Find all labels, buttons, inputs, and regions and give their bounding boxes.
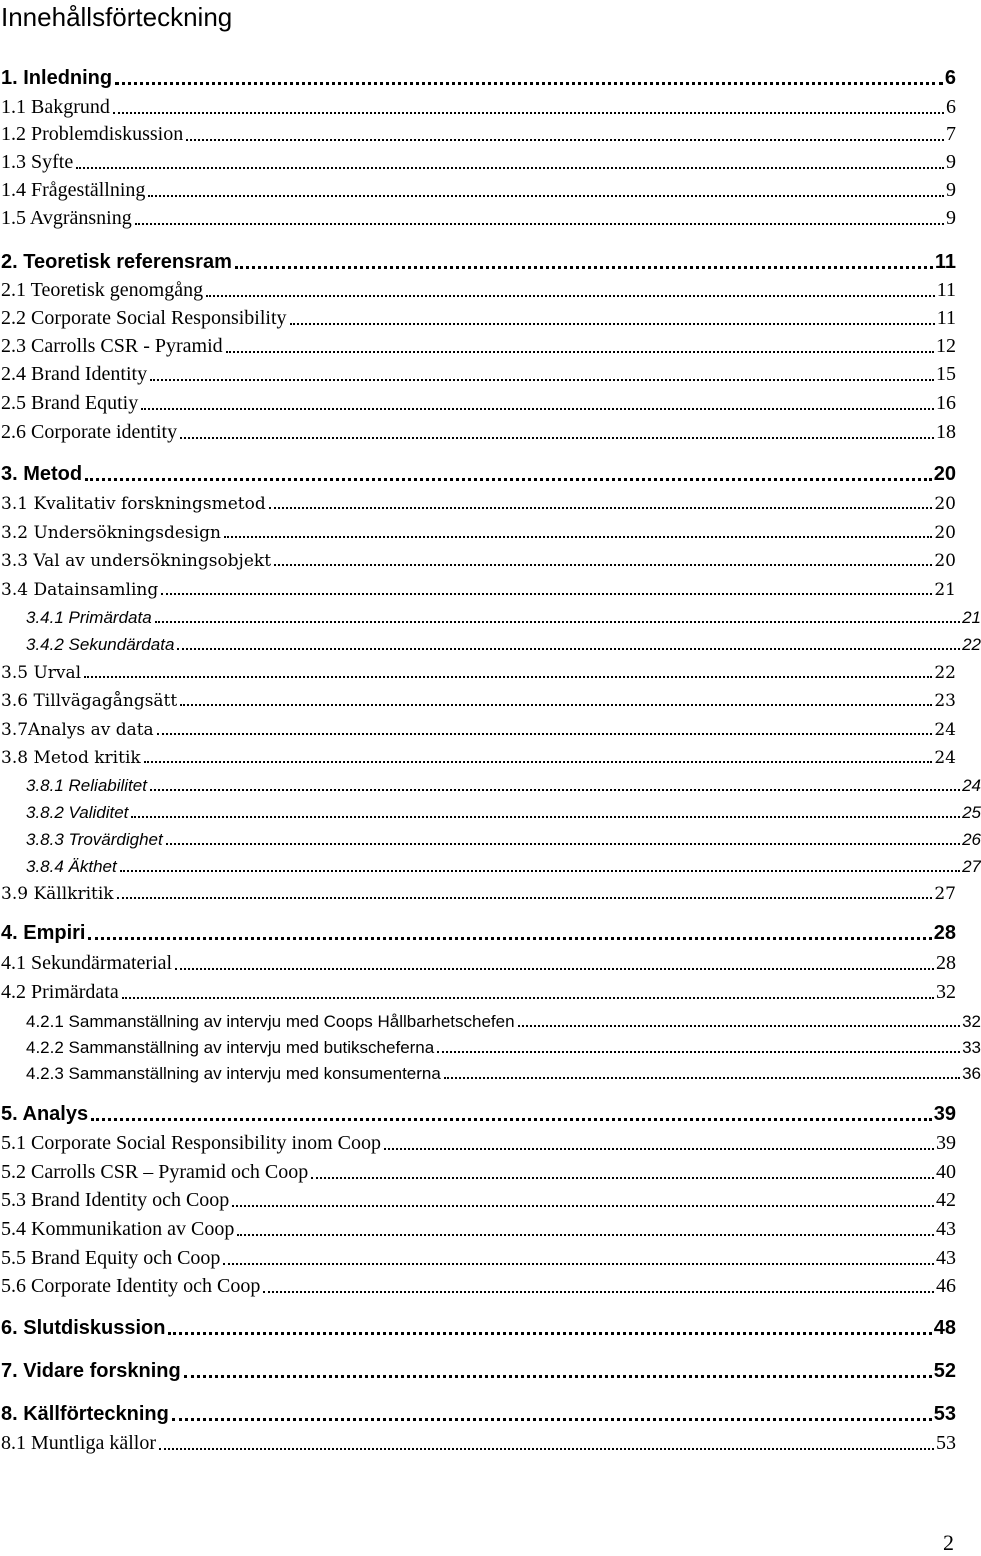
toc-entry-section[interactable] (0, 515, 956, 543)
toc-entry-page: 15 (936, 363, 956, 385)
dot-leader (444, 1076, 960, 1079)
toc-entry-page: 20 (934, 494, 956, 514)
dot-leader (144, 760, 933, 763)
toc-entry-subsection[interactable] (0, 1056, 981, 1084)
dot-leader (150, 788, 960, 791)
toc-entry-page: 21 (962, 608, 981, 627)
toc-entry-section[interactable] (0, 387, 956, 415)
page-title: Innehållsförteckning (1, 2, 233, 32)
toc-entry-page: 39 (936, 1132, 956, 1154)
toc-entry-label: 3.2 Undersökningsdesign (1, 523, 221, 543)
dot-leader (159, 1447, 934, 1450)
toc-entry-label: 5.5 Brand Equity och Coop (1, 1247, 221, 1269)
dot-leader (122, 996, 934, 999)
toc-entry-label: 1.5 Avgränsning (1, 207, 132, 229)
dot-leader (85, 477, 932, 481)
toc-entry-label: 2.5 Brand Equtiy (1, 392, 139, 414)
toc-entry-section[interactable] (0, 947, 956, 975)
dot-leader (177, 647, 960, 650)
toc-entry-label: 8.1 Muntliga källor (1, 1432, 156, 1454)
dot-leader (175, 967, 934, 970)
toc-entry-page: 28 (936, 952, 956, 974)
toc-entry-label: 4.2.3 Sammanställning av intervju med konsumenterna (26, 1064, 441, 1083)
toc-entry-label: 1.4 Frågeställning (1, 179, 146, 201)
toc-entry-subsection[interactable] (0, 822, 981, 850)
toc-entry-page: 53 (936, 1432, 956, 1454)
toc-entry-chapter[interactable] (0, 62, 956, 90)
dot-leader (237, 1233, 934, 1236)
dot-leader (120, 869, 960, 872)
toc-entry-section[interactable] (0, 118, 956, 146)
toc-entry-label: 2.3 Carrolls CSR - Pyramid (1, 335, 223, 357)
toc-entry-chapter[interactable] (0, 917, 956, 945)
toc-entry-page: 48 (933, 1317, 956, 1339)
dot-leader (384, 1147, 934, 1150)
toc-entry-section[interactable] (0, 876, 956, 904)
toc-entry-label: 4.1 Sekundärmaterial (1, 952, 173, 974)
toc-entry-page: 26 (962, 830, 981, 849)
toc-entry-page: 28 (933, 922, 956, 944)
toc-entry-label: 3.3 Val av undersökningsobjekt (1, 551, 272, 571)
toc-entry-label: 3.1 Kvalitativ forskningsmetod (1, 494, 266, 514)
toc-entry-label: 7. Vidare forskning (1, 1360, 181, 1382)
toc-entry-label: 3. Metod (1, 463, 83, 485)
toc-entry-page: 33 (962, 1038, 981, 1057)
toc-entry-section[interactable] (0, 740, 956, 768)
toc-entry-label: 3.4.2 Sekundärdata (26, 635, 175, 654)
toc-entry-label: 3.7Analys av data (1, 720, 154, 740)
toc-entry-page: 52 (933, 1360, 956, 1382)
toc-entry-page: 42 (936, 1189, 956, 1211)
toc-entry-section[interactable] (0, 91, 956, 119)
toc-entry-page: 9 (946, 151, 956, 173)
toc-entry-label: 3.8.4 Äkthet (26, 857, 117, 876)
dot-leader (166, 842, 960, 845)
toc-entry-page: 20 (934, 551, 956, 571)
toc-entry-label: 6. Slutdiskussion (1, 1317, 166, 1339)
toc-entry-page: 6 (944, 67, 956, 89)
toc-entry-section[interactable] (0, 1242, 956, 1270)
dot-leader (91, 1117, 932, 1121)
toc-entry-label: 3.9 Källkritik (1, 884, 114, 904)
toc-entry-section[interactable] (0, 330, 956, 358)
toc-entry-section[interactable] (0, 202, 956, 230)
toc-entry-label: 3.8 Metod kritik (1, 748, 141, 768)
toc-entry-section[interactable] (0, 543, 956, 571)
toc-entry-subsection[interactable] (0, 600, 981, 628)
toc-entry-subsection[interactable] (0, 1030, 981, 1058)
dot-leader (437, 1050, 960, 1053)
toc-entry-section[interactable] (0, 174, 956, 202)
toc-entry-section[interactable] (0, 302, 956, 330)
dot-leader (88, 936, 931, 940)
dot-leader (168, 1331, 931, 1335)
toc-entry-label: 4.2.1 Sammanställning av intervju med Coops Hållbarhetschefen (26, 1012, 515, 1031)
toc-entry-label: 3.6 Tillvägagångsätt (1, 691, 178, 711)
toc-entry-label: 4. Empiri (1, 922, 86, 944)
dot-leader (269, 506, 933, 509)
toc-entry-page: 32 (962, 1012, 981, 1031)
dot-leader (518, 1024, 961, 1027)
toc-entry-page: 39 (933, 1103, 956, 1125)
toc-entry-label: 4.2 Primärdata (1, 981, 119, 1003)
dot-leader (141, 407, 934, 410)
toc-entry-page: 24 (962, 776, 981, 795)
toc-entry-label: 1.2 Problemdiskussion (1, 123, 184, 145)
toc-entry-page: 46 (936, 1275, 956, 1297)
toc-entry-subsection[interactable] (0, 795, 981, 823)
toc-entry-section[interactable] (0, 274, 956, 302)
dot-leader (76, 166, 944, 169)
dot-leader (263, 1290, 934, 1293)
toc-entry-page: 27 (934, 884, 956, 904)
toc-entry-page: 24 (934, 720, 956, 740)
dot-leader (311, 1176, 934, 1179)
toc-entry-page: 22 (934, 663, 956, 683)
dot-leader (115, 81, 943, 85)
toc-entry-page: 21 (934, 580, 956, 600)
toc-entry-subsection[interactable] (0, 849, 981, 877)
dot-leader (172, 1417, 932, 1421)
dot-leader (184, 1374, 932, 1378)
dot-leader (148, 194, 944, 197)
toc-entry-label: 3.4 Datainsamling (1, 580, 159, 600)
toc-entry-label: 5.2 Carrolls CSR – Pyramid och Coop (1, 1161, 309, 1183)
toc-entry-label: 1.1 Bakgrund (1, 96, 110, 118)
toc-entry-label: 5.3 Brand Identity och Coop (1, 1189, 230, 1211)
toc-entry-page: 43 (936, 1218, 956, 1240)
toc-entry-label: 5.1 Corporate Social Responsibility inom Coop (1, 1132, 381, 1154)
dot-leader (186, 138, 944, 141)
toc-entry-section[interactable] (0, 1127, 956, 1155)
dot-leader (155, 620, 960, 623)
toc-entry-page: 11 (936, 279, 956, 301)
toc-entry-chapter[interactable] (0, 1355, 956, 1383)
toc-entry-section[interactable] (0, 976, 956, 1004)
toc-entry-page: 12 (936, 335, 956, 357)
toc-entry-page: 43 (936, 1247, 956, 1269)
toc-entry-section[interactable] (0, 358, 956, 386)
toc-entry-chapter[interactable] (0, 246, 956, 274)
toc-entry-label: 3.5 Urval (1, 663, 82, 683)
dot-leader (150, 378, 934, 381)
toc-entry-subsection[interactable] (0, 1004, 981, 1032)
dot-leader (224, 535, 932, 538)
toc-entry-page: 11 (936, 307, 956, 329)
dot-leader (274, 563, 932, 566)
toc-entry-label: 5. Analys (1, 1103, 89, 1125)
toc-entry-label: 5.6 Corporate Identity och Coop (1, 1275, 261, 1297)
dot-leader (113, 111, 944, 114)
dot-leader (135, 222, 944, 225)
toc-entry-section[interactable] (0, 416, 956, 444)
toc-entry-label: 1.3 Syfte (1, 151, 74, 173)
dot-leader (223, 1262, 934, 1265)
toc-entry-label: 3.4.1 Primärdata (26, 608, 152, 627)
toc-entry-page: 11 (934, 251, 956, 273)
dot-leader (206, 294, 935, 297)
toc-entry-label: 2.1 Teoretisk genomgång (1, 279, 204, 301)
toc-entry-section[interactable] (0, 683, 956, 711)
toc-entry-section[interactable] (0, 1213, 956, 1241)
dot-leader (84, 675, 932, 678)
toc-entry-section[interactable] (0, 1156, 956, 1184)
toc-entry-label: 3.8.1 Reliabilitet (26, 776, 147, 795)
toc-entry-label: 1. Inledning (1, 67, 113, 89)
toc-entry-page: 6 (946, 96, 956, 118)
toc-entry-page: 27 (962, 857, 981, 876)
toc-entry-page: 9 (946, 179, 956, 201)
toc-entry-label: 4.2.2 Sammanställning av intervju med butikscheferna (26, 1038, 435, 1057)
toc-entry-label: 2. Teoretisk referensram (1, 251, 232, 273)
toc-entry-section[interactable] (0, 655, 956, 683)
toc-entry-section[interactable] (0, 572, 956, 600)
toc-entry-page: 24 (934, 748, 956, 768)
dot-leader (161, 592, 932, 595)
toc-entry-page: 23 (934, 691, 956, 711)
dot-leader (180, 703, 932, 706)
dot-leader (131, 815, 960, 818)
toc-entry-label: 3.8.3 Trovärdighet (26, 830, 163, 849)
toc-entry-page: 25 (962, 803, 981, 822)
dot-leader (117, 896, 933, 899)
toc-entry-label: 5.4 Kommunikation av Coop (1, 1218, 235, 1240)
toc-entry-page: 53 (933, 1403, 956, 1425)
dot-leader (232, 1204, 934, 1207)
toc-entry-label: 3.8.2 Validitet (26, 803, 129, 822)
toc-entry-page: 36 (962, 1064, 981, 1083)
dot-leader (226, 350, 934, 353)
toc-entry-page: 16 (936, 392, 956, 414)
toc-entry-subsection[interactable] (0, 627, 981, 655)
toc-entry-section[interactable] (0, 146, 956, 174)
toc-entry-page: 20 (934, 523, 956, 543)
toc-entry-label: 2.4 Brand Identity (1, 363, 148, 385)
toc-entry-label: 2.6 Corporate identity (1, 421, 178, 443)
toc-entry-chapter[interactable] (0, 1398, 956, 1426)
toc-entry-subsection[interactable] (0, 768, 981, 796)
toc-entry-chapter[interactable] (0, 1098, 956, 1126)
toc-entry-page: 7 (946, 123, 956, 145)
dot-leader (157, 732, 933, 735)
toc-entry-label: 8. Källförteckning (1, 1403, 169, 1425)
toc-entry-section[interactable] (0, 1184, 956, 1212)
toc-entry-page: 22 (962, 635, 981, 654)
toc-entry-section[interactable] (0, 712, 956, 740)
toc-entry-page: 9 (946, 207, 956, 229)
toc-entry-chapter[interactable] (0, 1312, 956, 1340)
page-number: 2 (943, 1530, 954, 1555)
toc-entry-section[interactable] (0, 486, 956, 514)
toc-entry-page: 40 (936, 1161, 956, 1183)
toc-entry-page: 20 (933, 463, 956, 485)
toc-entry-label: 2.2 Corporate Social Responsibility (1, 307, 287, 329)
dot-leader (290, 322, 935, 325)
toc-entry-page: 32 (936, 981, 956, 1003)
toc-entry-section[interactable] (0, 1427, 956, 1455)
toc-entry-section[interactable] (0, 1270, 956, 1298)
toc-entry-page: 18 (936, 421, 956, 443)
toc-entry-chapter[interactable] (0, 458, 956, 486)
dot-leader (235, 265, 933, 269)
dot-leader (180, 436, 934, 439)
